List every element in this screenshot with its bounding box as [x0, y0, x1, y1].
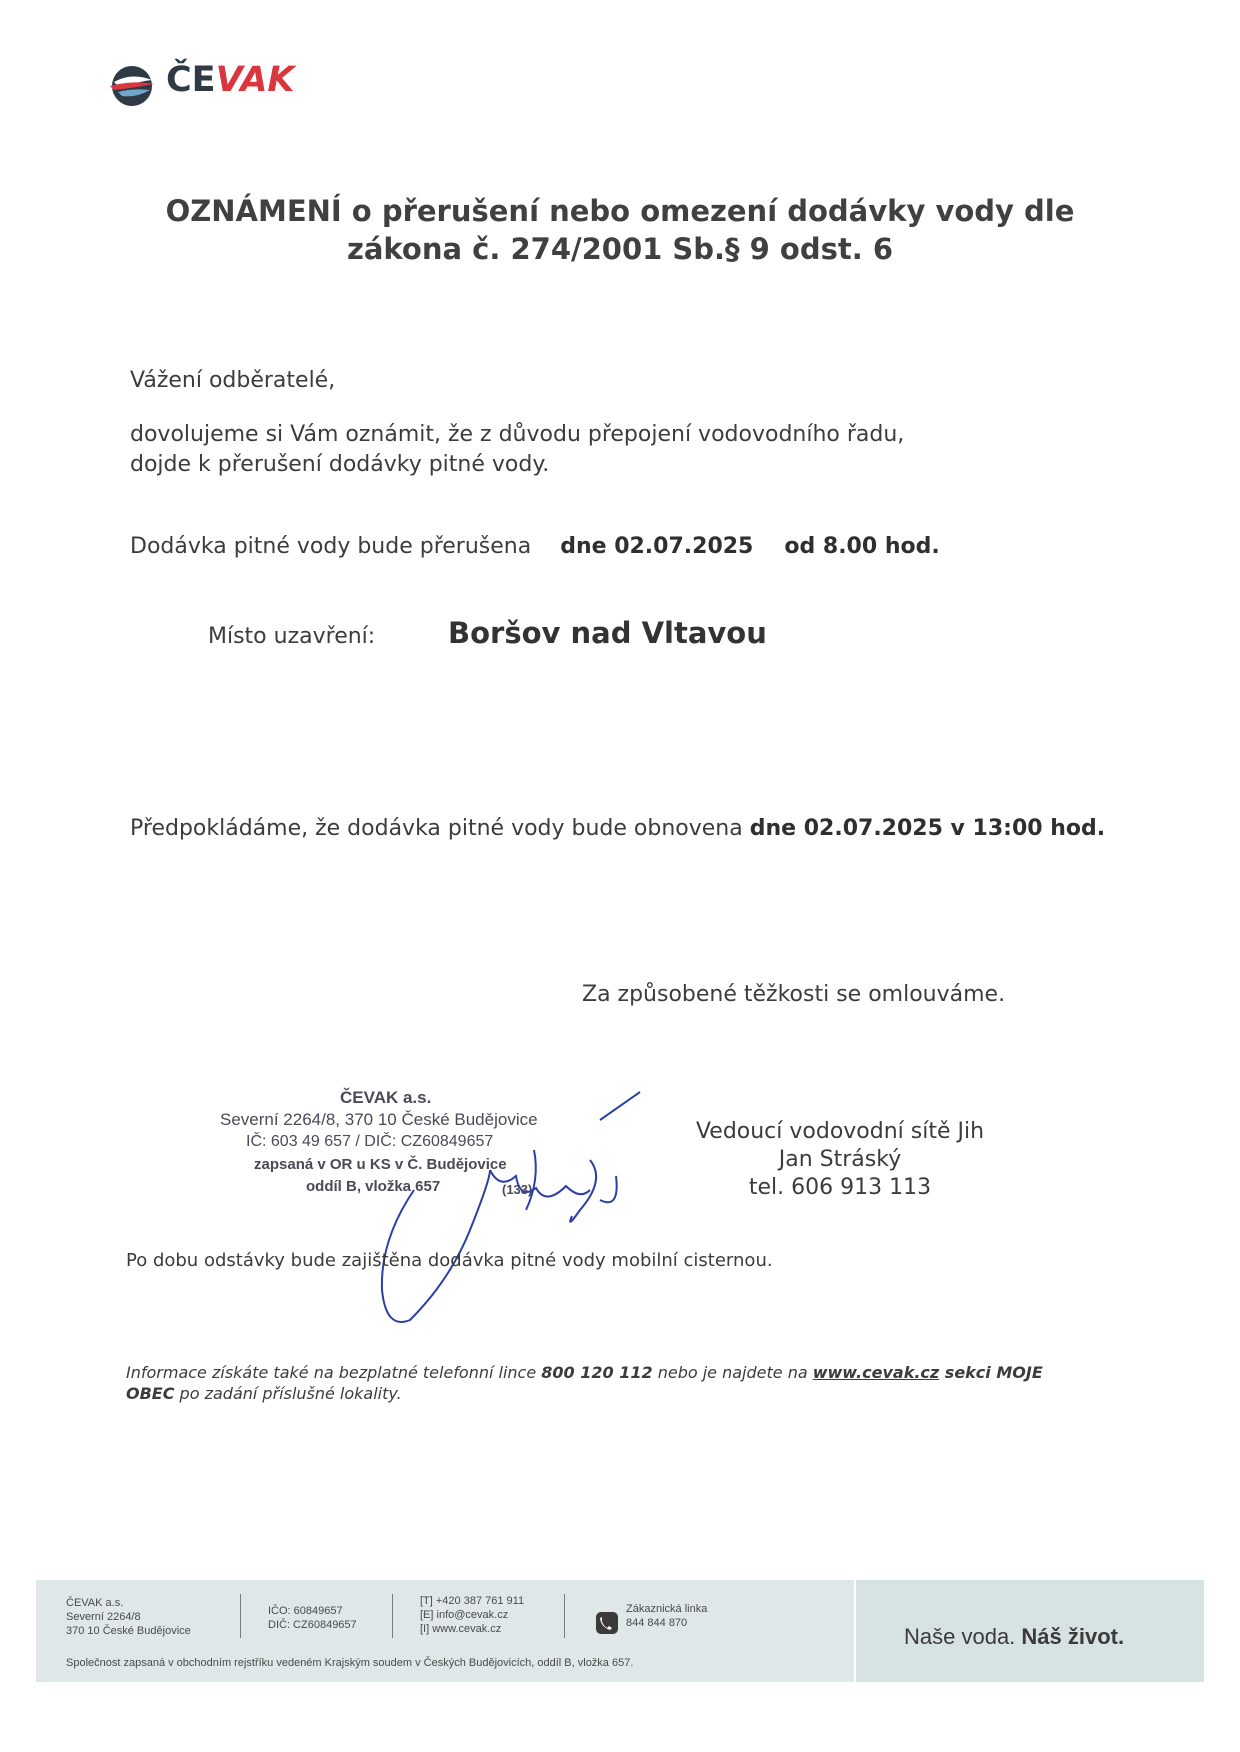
signatory-block [680, 1118, 1000, 1202]
footer-divider [240, 1594, 241, 1638]
water-drop-globe-icon [106, 58, 158, 110]
intro-line-1: dovolujeme si Vám oznámit, že z důvodu přepojení vodovodního řadu, [130, 422, 905, 447]
restore-text: Předpokládáme, že dodávka pitné vody bude obnovena [130, 816, 743, 841]
footer-email: [E] info@cevak.cz [420, 1609, 509, 1621]
footer-slogan-panel [856, 1580, 1204, 1682]
page-title [140, 192, 1100, 268]
slogan: Naše voda. Náš život. [904, 1624, 1125, 1649]
footer-dic: DIČ: CZ60849657 [268, 1619, 357, 1631]
stamp-registry: zapsaná v OR u KS v Č. Budějovice [254, 1156, 507, 1173]
footer-divider [564, 1594, 565, 1638]
cevak-logo [106, 58, 306, 114]
footer-company: ČEVAK a.s. [66, 1597, 124, 1609]
stamp-address: Severní 2264/8, 370 10 České Budějovice [220, 1110, 538, 1129]
signature-icon [340, 1080, 700, 1340]
stamp-number: (133) [502, 1182, 533, 1197]
interruption-notice [130, 532, 940, 562]
signatory-role: Vedoucí vodovodní sítě Jih [695, 1119, 985, 1144]
interruption-time: od 8.00 hod. [784, 534, 940, 559]
greeting: Vážení odběratelé, [130, 368, 336, 393]
title-line-2: zákona č. 274/2001 Sb.§ 9 odst. 6 [346, 232, 894, 266]
footer-ico: IČO: 60849657 [268, 1605, 343, 1617]
place-value: Boršov nad Vltavou [448, 616, 767, 650]
intro-paragraph [130, 420, 1030, 480]
footer-divider [392, 1594, 393, 1638]
interruption-date: dne 02.07.2025 [560, 534, 754, 559]
restore-date-time: dne 02.07.2025 v 13:00 hod. [749, 816, 1106, 841]
website-link[interactable]: www.cevak.cz [812, 1363, 940, 1382]
restore-notice [130, 814, 1105, 844]
intro-line-2: dojde k přerušení dodávky pitné vody. [130, 452, 550, 477]
stamp-ids: IČ: 603 49 657 / DIČ: CZ60849657 [246, 1133, 494, 1150]
footer-city: 370 10 České Budějovice [66, 1625, 191, 1637]
footer-street: Severní 2264/8 [66, 1611, 141, 1623]
apology: Za způsobené těžkosti se omlouváme. [582, 982, 1006, 1007]
footer-tel: [T] +420 387 761 911 [420, 1595, 525, 1607]
info-note: Informace získáte také na bezplatné telefonní lince 800 120 112 nebo je najdete na www.cevak.cz sekci MOJE OBEC po zadání příslušné lokality. [126, 1363, 1043, 1403]
footer-contact-panel [36, 1580, 854, 1682]
footer-web: [I] www.cevak.cz [420, 1623, 502, 1635]
place-label: Místo uzavření: [208, 624, 376, 649]
footer-hotline-label: Zákaznická linka [626, 1603, 708, 1615]
mobile-cistern-note: Po dobu odstávky bude zajištěna dodávka pitné vody mobilní cisternou. [126, 1250, 773, 1271]
title-line-1: OZNÁMENÍ o přerušení nebo omezení dodávky vody dle [165, 194, 1075, 228]
stamp-section: oddíl B, vložka 657 [306, 1178, 441, 1195]
phone-icon [596, 1612, 618, 1634]
stamp-name: ČEVAK a.s. [340, 1088, 432, 1107]
interruption-text: Dodávka pitné vody bude přerušena [130, 534, 532, 559]
footer-register: Společnost zapsaná v obchodním rejstříku vedeném Krajským soudem v Českých Budějovicích, oddíl B, vložka 657. [66, 1657, 634, 1669]
logo-wordmark: ČEVAK [166, 60, 295, 100]
footer-hotline-number: 844 844 870 [626, 1617, 688, 1629]
signatory-phone: tel. 606 913 113 [748, 1175, 932, 1200]
signatory-name: Jan Stráský [778, 1147, 902, 1172]
hotline-number: 800 120 112 [541, 1363, 653, 1382]
